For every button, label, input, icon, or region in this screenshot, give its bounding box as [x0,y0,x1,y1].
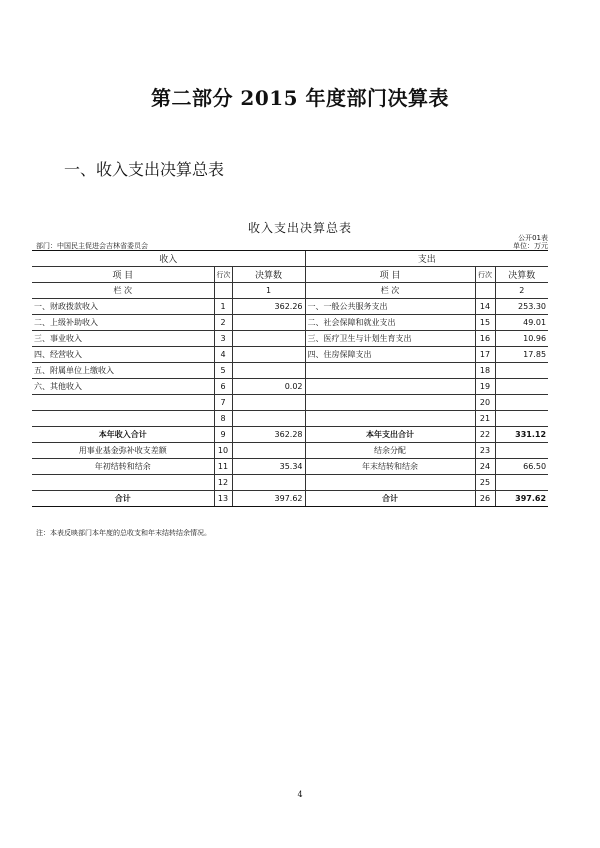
expense-item [305,475,475,491]
income-amount [232,315,305,331]
income-amount [232,331,305,347]
expense-amount: 253.30 [495,299,548,315]
income-item: 四、经营收入 [32,347,214,363]
empty-cell [475,283,495,299]
expense-amount-header: 决算数 [495,267,548,283]
expense-item: 结余分配 [305,443,475,459]
expense-item: 本年支出合计 [305,427,475,443]
expense-amount: 10.96 [495,331,548,347]
expense-column-label: 栏 次 [305,283,475,299]
table-title: 收入支出决算总表 [247,221,352,235]
expense-amount: 49.01 [495,315,548,331]
expense-item [305,411,475,427]
income-amount [232,347,305,363]
income-header: 收入 [32,251,305,267]
expense-item: 二、社会保障和就业支出 [305,315,475,331]
expense-amount: 17.85 [495,347,548,363]
income-item: 一、财政拨款收入 [32,299,214,315]
income-item [32,475,214,491]
income-amount: 397.62 [232,491,305,507]
expense-amount: 397.62 [495,491,548,507]
expense-row-number: 15 [475,315,495,331]
income-amount: 362.26 [232,299,305,315]
expense-amount: 331.12 [495,427,548,443]
income-item: 五、附属单位上缴收入 [32,363,214,379]
expense-amount: 66.50 [495,459,548,475]
expense-row-number: 16 [475,331,495,347]
income-row-number: 11 [214,459,232,475]
expense-row-number: 17 [475,347,495,363]
expense-row-number: 25 [475,475,495,491]
expense-row-header: 行次 [475,267,495,283]
income-amount [232,395,305,411]
income-amount [232,475,305,491]
expense-item: 四、住房保障支出 [305,347,475,363]
income-item: 年初结转和结余 [32,459,214,475]
income-row-number: 5 [214,363,232,379]
table-row [32,443,548,459]
table-row [32,347,548,363]
table-row [32,363,548,379]
income-item: 三、事业收入 [32,331,214,347]
income-column-label: 栏 次 [32,283,214,299]
income-row-header: 行次 [214,267,232,283]
table-row [32,299,548,315]
table-row [32,395,548,411]
expense-item [305,363,475,379]
income-amount [232,363,305,379]
expense-amount [495,411,548,427]
expense-header: 支出 [305,251,548,267]
income-column-number: 1 [232,283,305,299]
expense-column-number: 2 [495,283,548,299]
table-row [32,427,548,443]
expense-row-number: 26 [475,491,495,507]
section-title: 一、收入支出决算总表 [64,160,225,179]
expense-row-number: 19 [475,379,495,395]
expense-row-number: 18 [475,363,495,379]
table-row [32,331,548,347]
expense-item [305,379,475,395]
income-row-number: 10 [214,443,232,459]
income-item: 二、上级补助收入 [32,315,214,331]
expense-amount [495,395,548,411]
income-row-number: 6 [214,379,232,395]
expense-row-number: 21 [475,411,495,427]
expense-amount [495,379,548,395]
expense-item: 合计 [305,491,475,507]
income-item: 合计 [32,491,214,507]
income-expense-table [32,250,548,507]
expense-row-number: 14 [475,299,495,315]
table-note: 注：本表反映部门本年度的总收支和年末结转结余情况。 [36,529,211,537]
income-row-number: 3 [214,331,232,347]
expense-row-number: 20 [475,395,495,411]
income-row-number: 2 [214,315,232,331]
department-label: 部门：中国民主促进会吉林省委员会 [36,242,148,250]
page-title: 第二部分 2015 年度部门决算表 [150,86,450,110]
expense-item-header: 项 目 [305,267,475,283]
expense-item: 年末结转和结余 [305,459,475,475]
income-row-number: 12 [214,475,232,491]
income-row-number: 9 [214,427,232,443]
income-row-number: 7 [214,395,232,411]
expense-item: 一、一般公共服务支出 [305,299,475,315]
income-row-number: 13 [214,491,232,507]
income-item: 本年收入合计 [32,427,214,443]
expense-item: 三、医疗卫生与计划生育支出 [305,331,475,347]
empty-cell [214,283,232,299]
table-row [32,491,548,507]
income-row-number: 1 [214,299,232,315]
expense-row-number: 22 [475,427,495,443]
form-code: 公开01表 [518,234,548,242]
income-item-header: 项 目 [32,267,214,283]
expense-amount [495,475,548,491]
income-item: 六、其他收入 [32,379,214,395]
expense-amount [495,363,548,379]
income-amount: 0.02 [232,379,305,395]
income-amount-header: 决算数 [232,267,305,283]
expense-item [305,395,475,411]
table-row [32,459,548,475]
income-item [32,395,214,411]
expense-row-number: 23 [475,443,495,459]
income-item [32,411,214,427]
income-item: 用事业基金弥补收支差额 [32,443,214,459]
income-amount [232,443,305,459]
income-row-number: 4 [214,347,232,363]
table-row [32,315,548,331]
expense-row-number: 24 [475,459,495,475]
page-number: 4 [297,790,303,799]
table-row [32,411,548,427]
table-row [32,475,548,491]
table-row [32,379,548,395]
income-amount: 35.34 [232,459,305,475]
income-amount [232,411,305,427]
income-amount: 362.28 [232,427,305,443]
income-row-number: 8 [214,411,232,427]
expense-amount [495,443,548,459]
unit-label: 单位：万元 [513,242,548,250]
